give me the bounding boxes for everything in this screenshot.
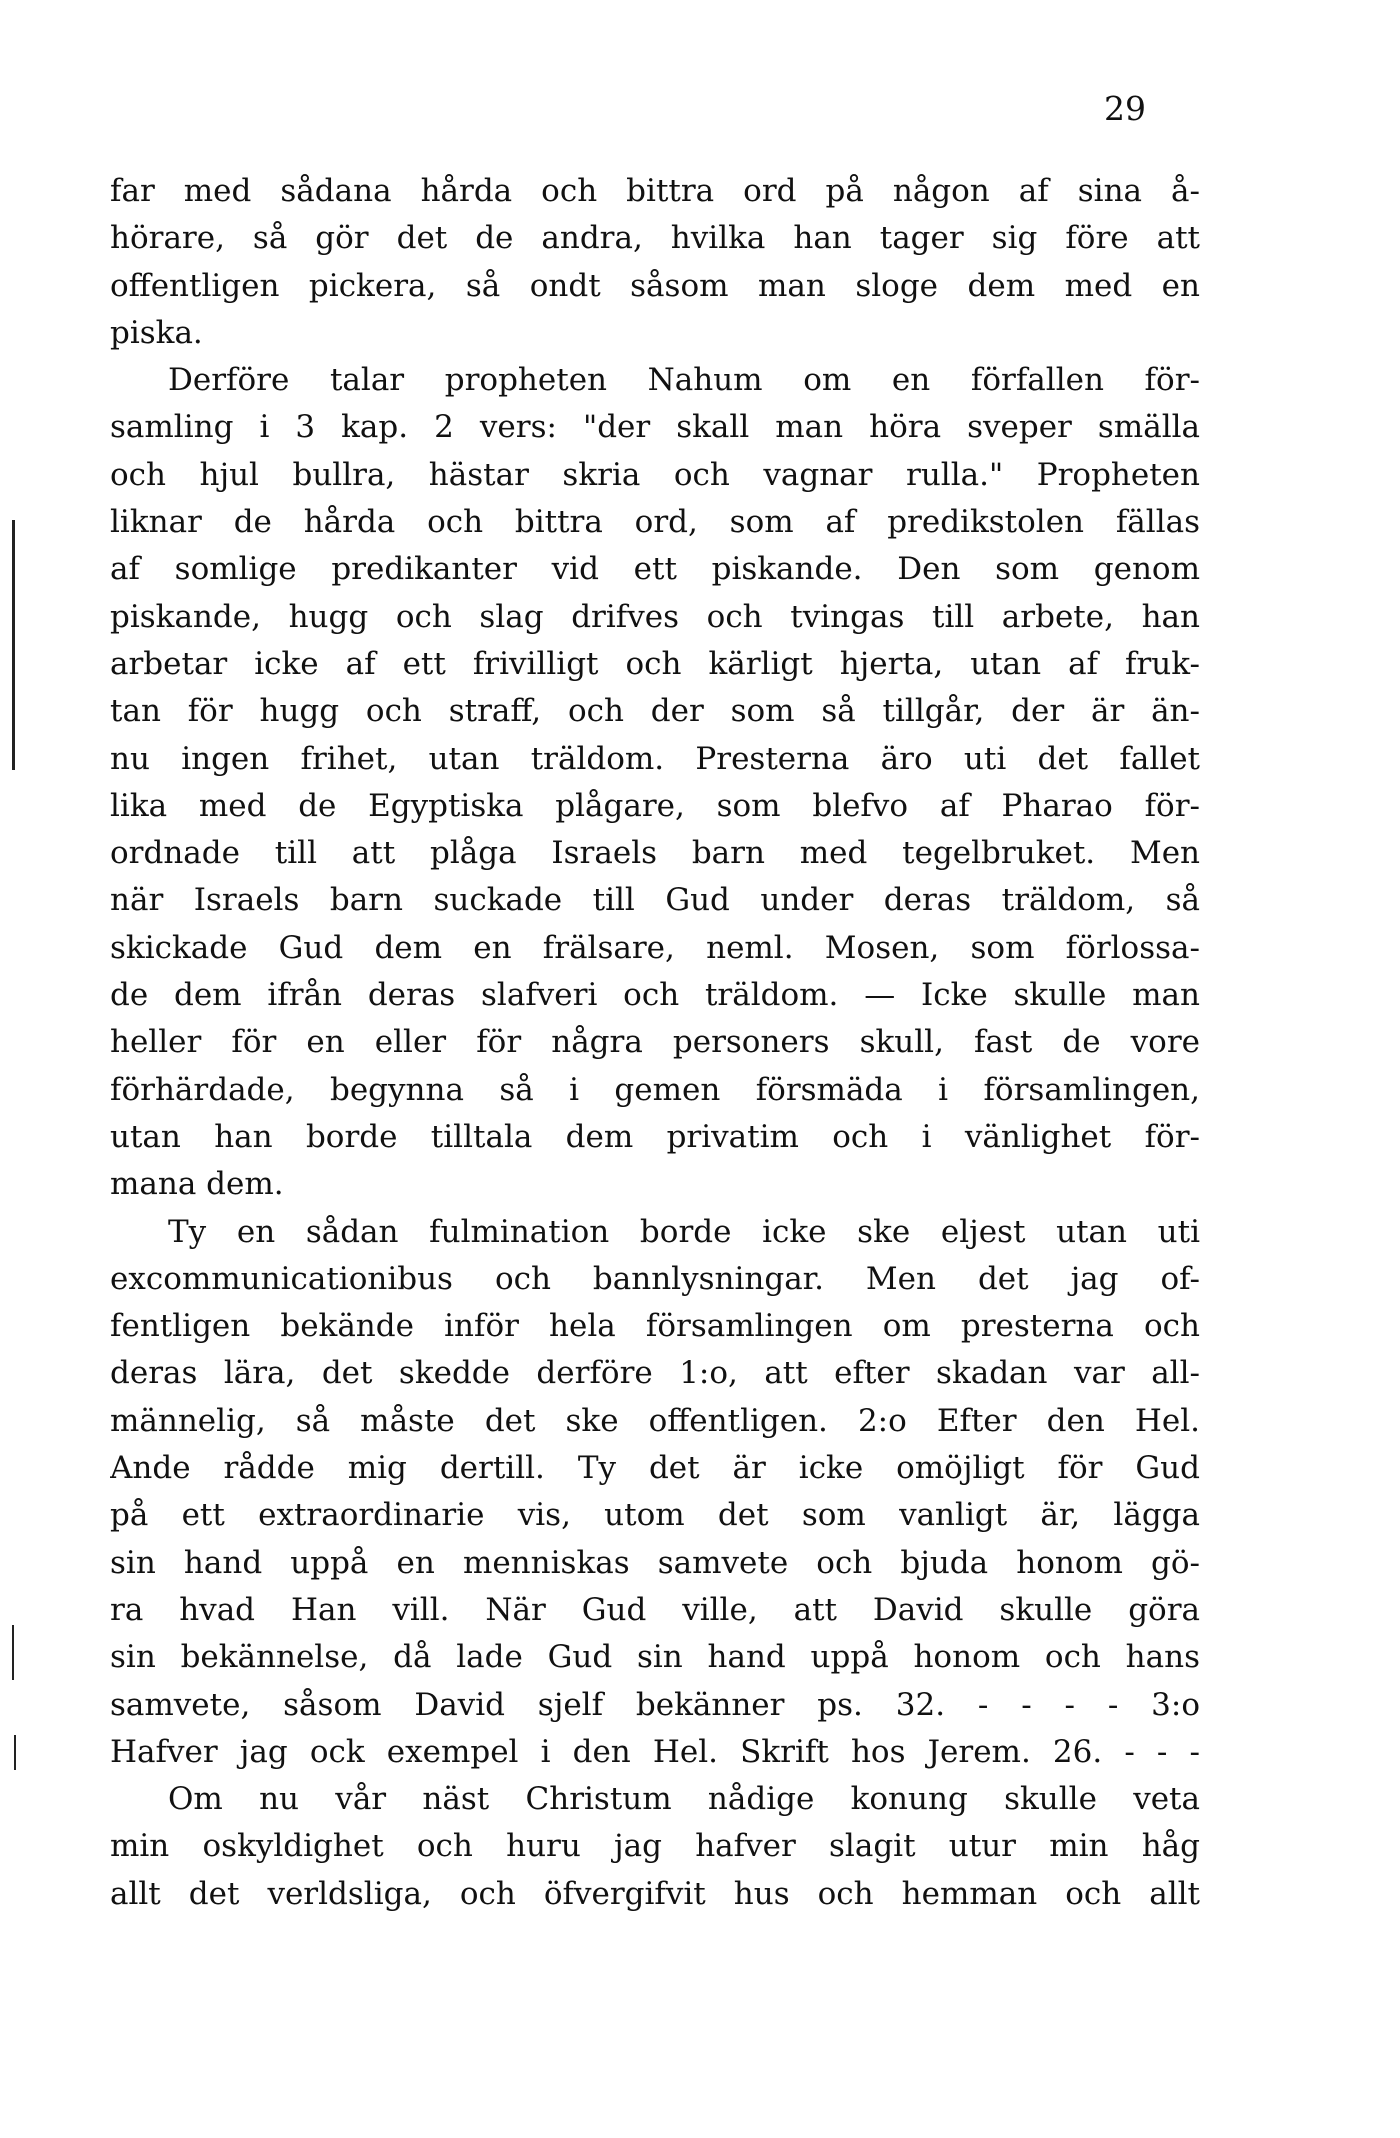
- text-line: på ett extraordinarie vis, utom det som vanligt är, lägga: [110, 1497, 1200, 1534]
- text-line: Ande rådde mig dertill. Ty det är icke omöjligt för Gud: [110, 1450, 1200, 1487]
- text-line: Om nu vår näst Christum nådige konung skulle veta: [168, 1781, 1200, 1818]
- text-line: samling i 3 kap. 2 vers: "der skall man höra sveper smälla: [110, 409, 1200, 446]
- text-line: af somlige predikanter vid ett piskande. Den som genom: [110, 551, 1200, 588]
- text-line: excommunicationibus och bannlysningar. Men det jag of-: [110, 1260, 1200, 1297]
- text-line: hörare, så gör det de andra, hvilka han tager sig före att: [110, 220, 1200, 257]
- text-line: ra hvad Han vill. När Gud ville, att David skulle göra: [110, 1591, 1200, 1628]
- text-line: fentligen bekände inför hela församlingen om presterna och: [110, 1308, 1200, 1345]
- text-line: heller för en eller för några personers skull, fast de vore: [110, 1024, 1200, 1061]
- text-line: far med sådana hårda och bittra ord på någon af sina å-: [110, 173, 1200, 209]
- text-line: liknar de hårda och bittra ord, som af predikstolen fällas: [110, 504, 1200, 541]
- page-number: 29: [1104, 89, 1146, 128]
- text-line: sin bekännelse, då lade Gud sin hand uppå honom och hans: [110, 1639, 1200, 1676]
- text-line: samvete, såsom David sjelf bekänner ps. 32. - - - - 3:o: [110, 1686, 1200, 1723]
- text-line: ordnade till att plåga Israels barn med tegelbruket. Men: [110, 835, 1200, 872]
- text-line: deras lära, det skedde derföre 1:o, att efter skadan var all-: [110, 1355, 1200, 1392]
- text-line: Hafver jag ock exempel i den Hel. Skrift hos Jerem. 26. - - -: [110, 1733, 1200, 1770]
- text-line: och hjul bullra, hästar skria och vagnar rulla." Propheten: [110, 456, 1200, 493]
- text-line: Ty en sådan fulmination borde icke ske eljest utan uti: [168, 1213, 1200, 1250]
- text-line: tan för hugg och straff, och der som så tillgår, der är än-: [110, 693, 1200, 730]
- left-margin-mark: [12, 520, 15, 770]
- text-line: männelig, så måste det ske offentligen. 2:o Efter den Hel.: [110, 1402, 1200, 1439]
- text-line: de dem ifrån deras slafveri och träldom. — Icke skulle man: [110, 977, 1200, 1014]
- body-text: [110, 168, 1200, 1918]
- text-line: Derföre talar propheten Nahum om en förfallen för-: [168, 362, 1200, 399]
- text-line: piska.: [110, 314, 203, 351]
- text-line: mana dem.: [110, 1166, 284, 1203]
- text-line: förhärdade, begynna så i gemen försmäda i församlingen,: [110, 1071, 1200, 1108]
- text-line: lika med de Egyptiska plågare, som blefvo af Pharao för-: [110, 787, 1200, 824]
- text-line: nu ingen frihet, utan träldom. Presterna äro uti det fallet: [110, 740, 1200, 777]
- left-margin-mark-lower: [12, 1625, 14, 1680]
- text-line: när Israels barn suckade till Gud under deras träldom, så: [110, 882, 1200, 919]
- text-line: allt det verldsliga, och öfvergifvit hus och hemman och allt: [110, 1875, 1200, 1912]
- text-line: offentligen pickera, så ondt såsom man sloge dem med en: [110, 267, 1200, 304]
- text-line: utan han borde tilltala dem privatim och i vänlighet för-: [110, 1118, 1200, 1155]
- left-margin-mark-bottom: [14, 1735, 16, 1770]
- text-line: piskande, hugg och slag drifves och tvingas till arbete, han: [110, 598, 1200, 635]
- text-line: skickade Gud dem en frälsare, neml. Mosen, som förlossa-: [110, 929, 1200, 966]
- text-line: sin hand uppå en menniskas samvete och bjuda honom gö-: [110, 1544, 1200, 1581]
- text-line: min oskyldighet och huru jag hafver slagit utur min håg: [110, 1828, 1200, 1865]
- text-line: arbetar icke af ett frivilligt och kärligt hjerta, utan af fruk-: [110, 645, 1200, 682]
